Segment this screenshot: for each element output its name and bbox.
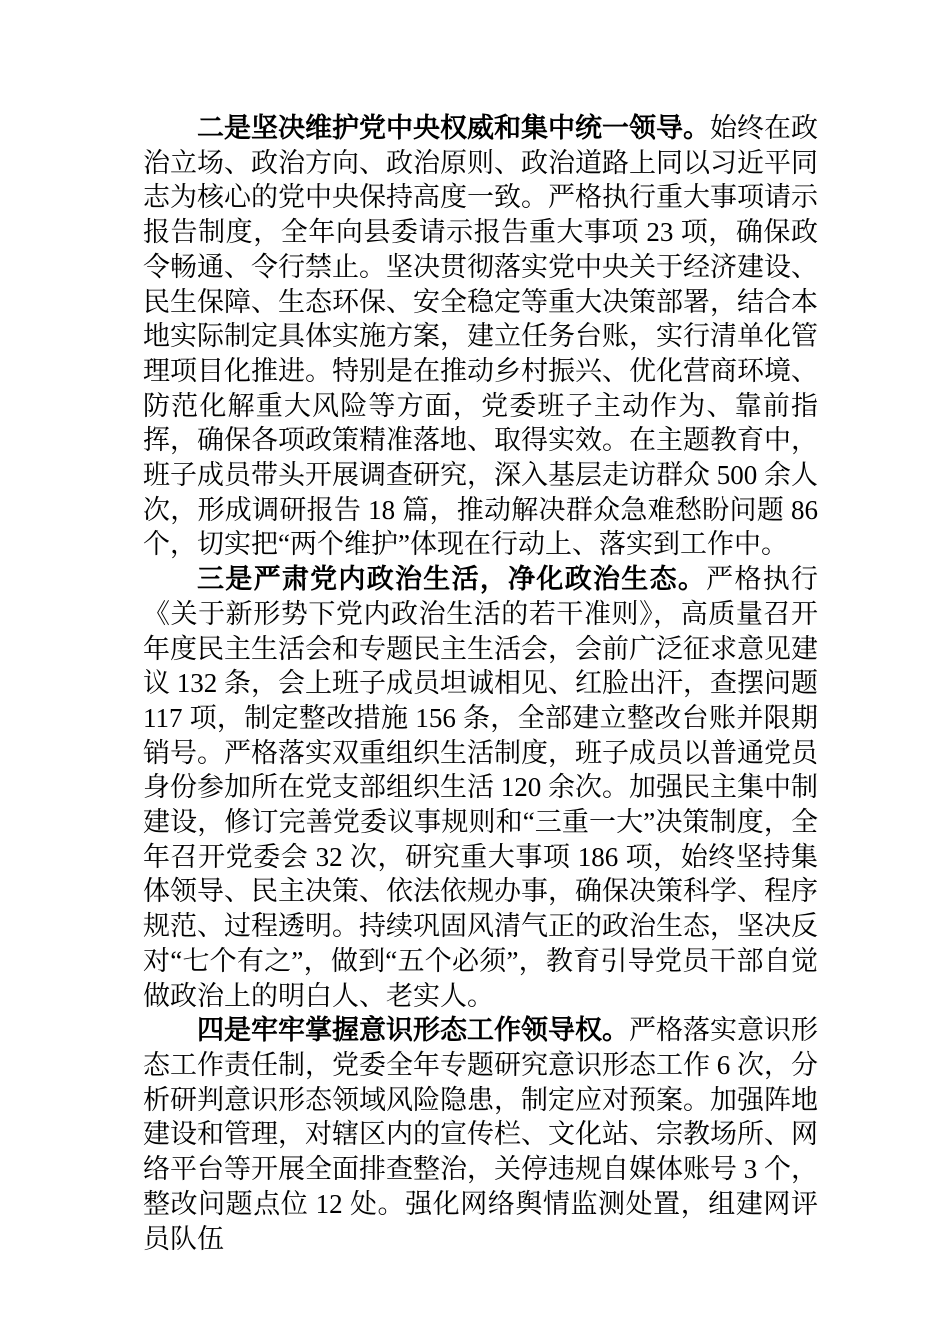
paragraph-point-2-lead: 二是坚决维护党中央权威和集中统一领导。 xyxy=(197,113,710,143)
paragraph-point-4 xyxy=(143,1013,818,1256)
paragraph-point-3-body: 严格执行《关于新形势下党内政治生活的若干准则》，高质量召开年度民主生活会和专题民主生活会，会前广泛征求意见建议 132 条，会上班子成员坦诚相见、红脸出汗，查摆问题 117 项，制定整改措施 156 条，全部建立整改台账并限期销号。严格落实双重组织生活制度，班子成员以普通党员身份参加所在党支部组织生活 120 余次。加强民主集中制建设，修订完善党委议事规则和“三重一大”决策制度，全年召开党委会 32 次，研究重大事项 186 项，始终坚持集体领导、民主决策、依法依规办事，确保决策科学、程序规范、过程透明。持续巩固风清气正的政治生态，坚决反对“七个有之”，做到“五个必须”，教育引导党员干部自觉做政治上的明白人、老实人。 xyxy=(143,564,819,1011)
paragraph-point-4-lead: 四是牢牢掌握意识形态工作领导权。 xyxy=(197,1015,629,1046)
paragraph-point-3-lead: 三是严肃党内政治生活，净化政治生态。 xyxy=(197,564,707,595)
paragraph-point-3 xyxy=(143,562,818,1013)
paragraph-point-2 xyxy=(143,111,818,562)
paragraph-point-2-body: 始终在政治立场、政治方向、政治原则、政治道路上同以习近平同志为核心的党中央保持高度一致。严格执行重大事项请示报告制度，全年向县委请示报告重大事项 23 项，确保政令畅通、令行禁止。坚决贯彻落实党中央关于经济建设、民生保障、生态环保、安全稳定等重大决策部署，结合本地实际制定具体实施方案，建立任务台账，实行清单化管理项目化推进。特别是在推动乡村振兴、优化营商环境、防范化解重大风险等方面，党委班子主动作为、靠前指挥，确保各项政策精准落地、取得实效。在主题教育中，班子成员带头开展调查研究，深入基层走访群众 500 余人次，形成调研报告 18 篇，推动解决群众急难愁盼问题 86 个，切实把“两个维护”体现在行动上、落实到工作中。 xyxy=(143,113,818,560)
paragraph-point-4-body: 严格落实意识形态工作责任制，党委全年专题研究意识形态工作 6 次，分析研判意识形态领域风险隐患，制定应对预案。加强阵地建设和管理，对辖区内的宣传栏、文化站、宗教场所、网络平台等开展全面排查整治，关停违规自媒体账号 3 个，整改问题点位 12 处。强化网络舆情监测处置，组建网评员队伍 xyxy=(143,1015,818,1254)
